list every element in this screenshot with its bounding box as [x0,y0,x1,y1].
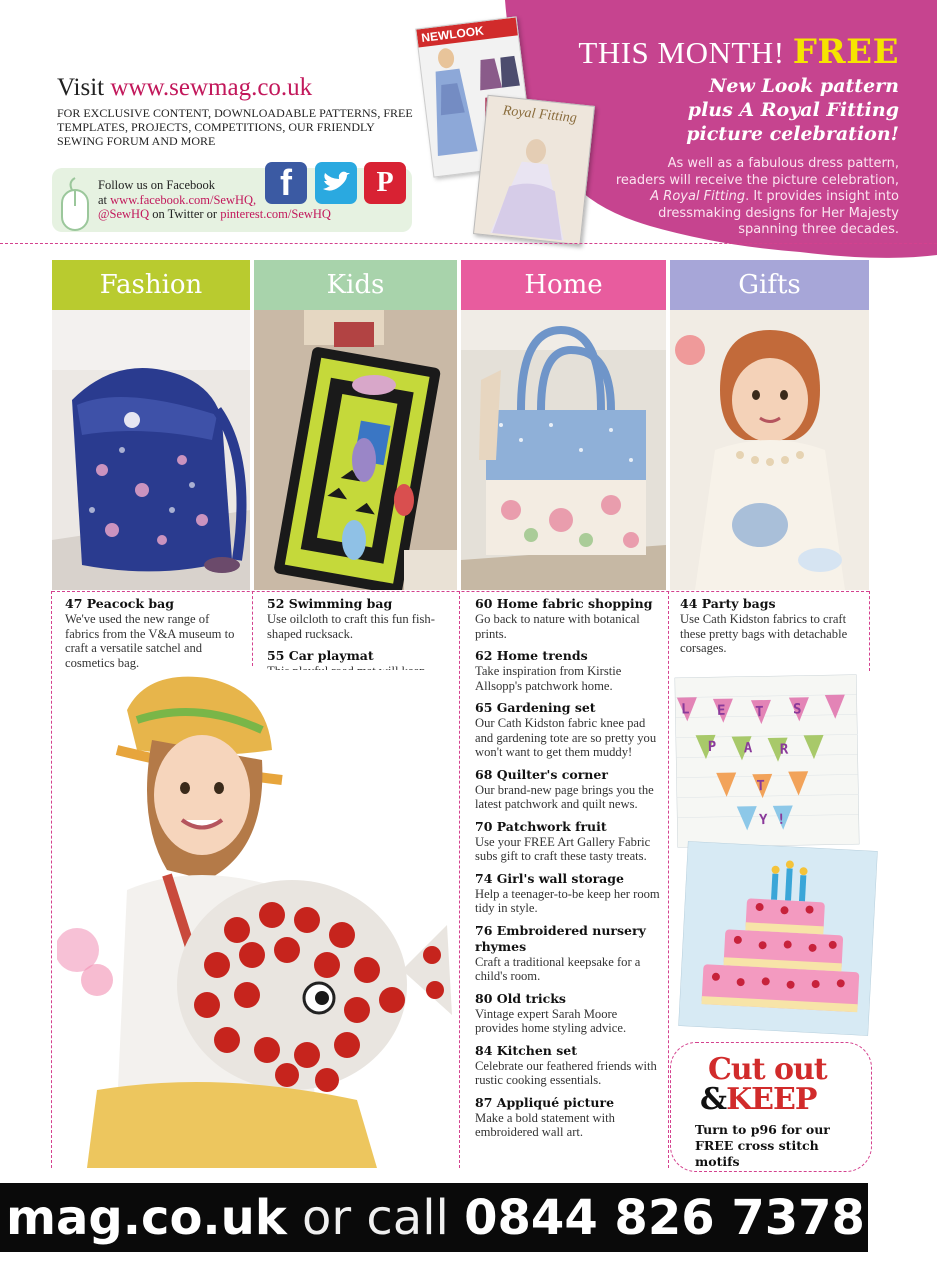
gifts-list [680,596,860,663]
birthday-cake-chart [678,841,877,1036]
list-item[interactable] [475,767,663,812]
list-item-title: 62 Home trends [475,648,588,663]
list-item-title: 55 Car playmat [267,648,374,663]
promo-headline-top [578,32,899,72]
follow-line1: Follow us on Facebook [98,178,216,192]
subscription-or-call: or call [286,1189,465,1246]
cut-out-keep-subtitle: Turn to p96 for our FREE cross stitch motifs [695,1122,830,1169]
twitter-icon[interactable] [315,162,357,204]
party-girl-photo [670,310,869,590]
list-item-desc: Our Cath Kidston fabric knee pad and gardening tote are so pretty you won't want to get them muddy! [475,716,657,759]
follow-at: at [98,192,108,207]
gifts-header [670,260,869,310]
cut-out-line: Cut out [708,1052,827,1087]
bunting-letter: S [792,701,802,718]
list-item-desc: Help a teenager-to-be keep her room tidy in style. [475,886,660,915]
gifts-right-divider [869,591,870,671]
promo-body-line3-rest: . It provides insight into [745,189,899,204]
bunting-letter: T [756,778,766,795]
bunting-letter: Y [758,812,768,829]
promo-body [569,156,899,239]
fashion-header [52,260,250,310]
list-top-divider [52,591,869,592]
fish-rucksack-girl-photo [57,670,457,1168]
list-item[interactable] [267,596,452,641]
visit-prefix: Visit [57,74,105,101]
home-list [475,596,663,1147]
car-playmat-photo [254,310,457,590]
promo-headline [559,74,899,146]
list-item[interactable] [475,1043,663,1088]
peacock-bag-photo [52,310,250,590]
promo-body-line4: dressmaking designs for Her Majesty [658,205,899,221]
facebook-link[interactable]: www.facebook.com/SewHQ, [110,192,257,207]
list-item-desc: Our brand-new page brings you the latest patchwork and quilt news. [475,782,654,811]
fashion-left-divider [51,591,52,1168]
twitter-link[interactable]: @SewHQ [98,207,150,221]
facebook-icon[interactable]: f [265,162,307,204]
follow-line3 [98,207,358,222]
header-divider [0,243,937,244]
list-item-desc: Use Cath Kidston fabrics to craft these pretty bags with detachable corsages. [680,612,848,655]
list-item-title: 87 Appliqué picture [475,1094,615,1110]
visit-heading [57,74,312,102]
cut-out-keep-logo [700,1052,827,1117]
pinterest-link[interactable]: pinterest.com/SewHQ [220,207,331,221]
bunting-letter: ! [776,811,786,828]
pinterest-icon[interactable]: P [364,162,406,204]
subscription-text [6,1190,865,1246]
bunting-letter: L [680,701,690,718]
fashion-list [65,596,245,677]
list-item-title: 47 Peacock bag [65,596,175,611]
list-item-desc: Use oilcloth to craft this fun fish-shaped rucksack. [267,612,435,641]
keep-line [700,1082,827,1117]
list-item-title: 44 Party bags [680,596,776,611]
promo-headline-line1: New Look pattern [709,75,899,97]
promo-body-line2: readers will receive the picture celebration, [615,172,899,188]
list-item-desc: Craft a traditional keepsake for a child's room. [475,954,641,983]
fashion-kids-divider [252,591,253,666]
fashion-header-label: Fashion [99,270,203,300]
promo-body-line1: As well as a fabulous dress pattern, [667,156,899,171]
promo-body-italic: A Royal Fitting [650,189,746,204]
list-item-desc: Take inspiration from Kirstie Allsopp's patchwork home. [475,664,622,693]
list-item-title: 60 Home fabric shopping [475,596,653,611]
bunting-letter: E [716,702,726,719]
list-item-title: 52 Swimming bag [267,596,393,611]
list-item-title: 76 Embroidered nursery rhymes [475,922,646,954]
list-item[interactable] [475,1095,663,1140]
cut-out-ampersand: & [700,1082,727,1117]
list-item[interactable] [680,596,860,656]
home-header-label: Home [524,270,603,300]
list-item[interactable] [475,648,663,693]
list-item-title: 84 Kitchen set [475,1042,577,1058]
list-item[interactable] [475,596,663,641]
list-item-desc: Use your FREE Art Gallery Fabric subs gift to craft these tasty treats. [475,834,651,863]
list-item-desc: Celebrate our feathered friends with rustic cooking essentials. [475,1058,657,1087]
gifts-header-label: Gifts [738,270,801,300]
list-item-desc: Vintage expert Sarah Moore provides home styling advice. [475,1006,627,1035]
keep-word: KEEP [726,1082,817,1117]
computer-mouse-icon [58,176,92,232]
promo-headline-line2: plus A Royal Fitting [687,99,899,121]
list-item-title: 68 Quilter's corner [475,766,608,782]
subscription-url[interactable]: mag.co.uk [6,1189,287,1246]
promo-body-line3 [569,189,899,206]
kids-header-label: Kids [326,270,385,300]
visit-url-link[interactable]: www.sewmag.co.uk [110,74,313,101]
list-item-title: 65 Gardening set [475,700,596,715]
follow-on-twitter: on Twitter or [152,207,218,221]
lets-party-bunting-chart [675,674,860,847]
promo-free: FREE [792,32,899,72]
list-item-title: 74 Girl's wall storage [475,870,624,886]
promo-body-line5: spanning three decades. [738,222,899,237]
promo-this-month: THIS MONTH! [578,35,785,70]
bunting-letter: A [743,740,753,757]
subscription-phone[interactable]: 0844 826 7378 [464,1189,865,1246]
subscription-bar [0,1183,868,1252]
list-item-title: 70 Patchwork fruit [475,818,607,834]
list-item-title: 80 Old tricks [475,990,566,1006]
list-item[interactable] [475,991,663,1036]
kids-home-divider [459,591,460,1168]
royal-fitting-title: Royal Fitting [502,103,578,127]
home-gifts-divider [668,591,669,1168]
new-look-logo: NEWLOOK [416,17,521,48]
visit-subtitle: FOR EXCLUSIVE CONTENT, DOWNLOADABLE PATTERNS, FREE TEMPLATES, PROJECTS, COMPETITIONS, OUR FRIENDLY SEWING FORUM AND MORE [57,106,413,148]
home-header [461,260,666,310]
bunting-letter: R [779,741,789,758]
list-item-desc: We've used the new range of fabrics from the V&A museum to craft a versatile satchel and cosmetics bag. [65,612,235,670]
bunting-letter: P [707,738,717,756]
list-item[interactable] [475,700,663,760]
list-item[interactable] [65,596,245,670]
kids-header [254,260,457,310]
list-item[interactable] [475,871,663,916]
promo-headline-line3: picture celebration! [686,123,899,145]
list-item-desc: Make a bold statement with embroidered wall art. [475,1110,615,1139]
gardening-tote-photo [461,310,666,590]
list-item[interactable] [475,923,663,984]
list-item[interactable] [475,819,663,864]
list-item-desc: Go back to nature with botanical prints. [475,612,640,641]
bunting-letter: T [755,704,764,721]
